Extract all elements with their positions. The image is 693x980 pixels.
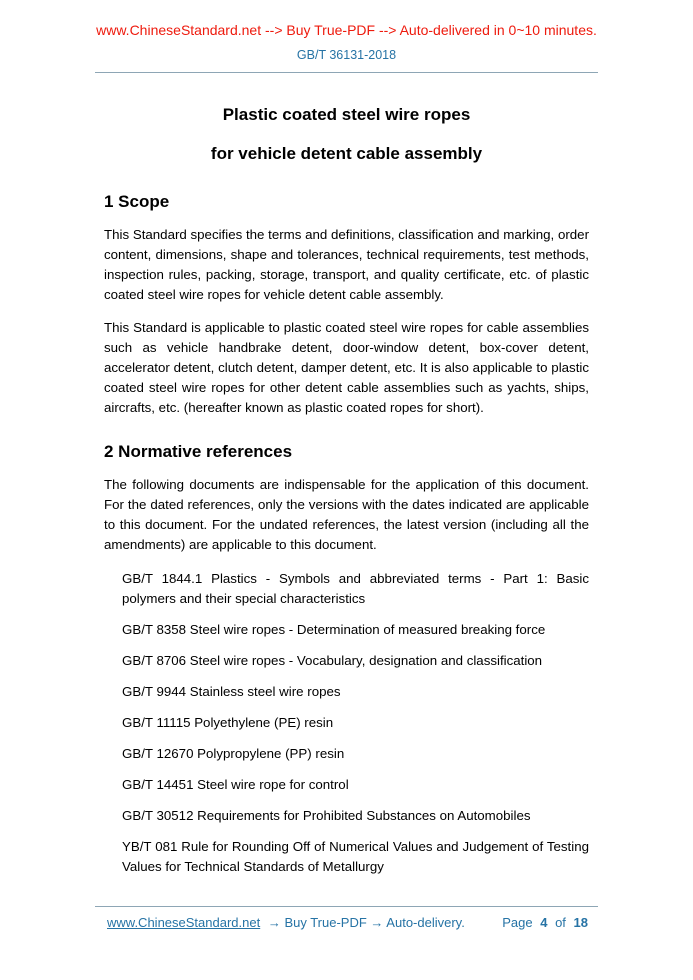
document-title-line1: Plastic coated steel wire ropes — [222, 105, 471, 124]
reference-item: GB/T 30512 Requirements for Prohibited Substances on Automobiles — [122, 808, 531, 823]
of-label: of — [555, 915, 566, 930]
normative-intro-paragraph: The following documents are indispensable for the application of this document. For the dated references, only the versions with the dates indicated are applicable to this document. For the undated references, the latest version (including all the amendments) are applicable to this document. — [104, 477, 589, 552]
page-label: Page — [502, 915, 533, 930]
reference-item: YB/T 081 Rule for Rounding Off of Numerical Values and Judgement of Testing Values for Technical Standards of Metallurgy — [122, 839, 589, 874]
reference-item: GB/T 14451 Steel wire rope for control — [122, 777, 349, 792]
page-footer — [95, 906, 598, 930]
section-heading-scope: 1 Scope — [104, 192, 170, 211]
footer-link[interactable]: www.ChineseStandard.net — [107, 915, 261, 930]
footer-delivery-text: → Buy True-PDF → Auto-delivery. — [267, 915, 465, 930]
reference-item: GB/T 8358 Steel wire ropes - Determination of measured breaking force — [122, 622, 546, 637]
reference-item: GB/T 9944 Stainless steel wire ropes — [122, 684, 341, 699]
reference-list — [104, 569, 589, 877]
reference-item: GB/T 11115 Polyethylene (PE) resin — [122, 715, 334, 730]
scope-paragraph-1: This Standard specifies the terms and definitions, classification and marking, order content, dimensions, shape and tolerances, technical requirements, test methods, inspection rules, packing, storage, transport, and quality certificate, etc. of plastic coated steel wire ropes for vehicle detent cable assembly. — [104, 227, 589, 302]
page-header — [0, 0, 693, 73]
total-pages: 18 — [573, 915, 588, 930]
header-divider — [95, 72, 598, 73]
page-content — [0, 105, 693, 877]
reference-item: GB/T 12670 Polypropylene (PP) resin — [122, 746, 345, 761]
footer-page-indicator — [498, 915, 588, 930]
reference-item: GB/T 1844.1 Plastics - Symbols and abbreviated terms - Part 1: Basic polymers and their special characteristics — [122, 571, 589, 606]
section-heading-normative-references: 2 Normative references — [104, 442, 293, 461]
scope-paragraph-2: This Standard is applicable to plastic coated steel wire ropes for cable assemblies such as vehicle handbrake detent, door-window detent, box-cover detent, accelerator detent, clutch detent, damper detent, etc. It is also applicable to plastic coated steel wire ropes for other detent cable assemblies such as yachts, ships, aircrafts, etc. (hereafter known as plastic coated ropes for short). — [104, 320, 589, 415]
footer-left — [107, 915, 465, 930]
document-title-line2: for vehicle detent cable assembly — [210, 144, 483, 163]
header-banner: www.ChineseStandard.net --> Buy True-PDF --> Auto-delivered in 0~10 minutes. — [96, 22, 597, 38]
doc-number: GB/T 36131-2018 — [296, 48, 397, 62]
reference-item: GB/T 8706 Steel wire ropes - Vocabulary, designation and classification — [122, 653, 543, 668]
page-number: 4 — [540, 915, 548, 930]
